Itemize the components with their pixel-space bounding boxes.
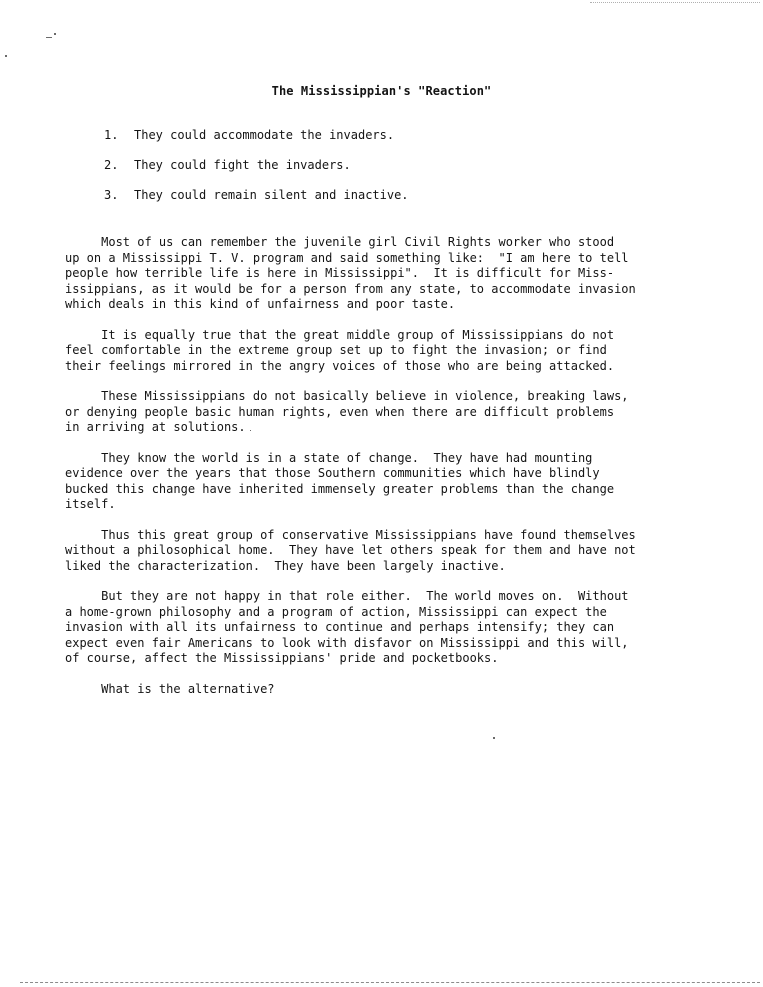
body-text: [65, 235, 677, 712]
paragraph-line: invasion with all its unfairness to continue and perhaps intensify; they can: [65, 620, 615, 634]
paragraph-line: itself.: [65, 497, 116, 511]
paragraph-line: evidence over the years that those Southern communities which have blindly: [65, 466, 600, 480]
reaction-number: 1.: [104, 128, 119, 142]
paragraph-line: But they are not happy in that role either. The world moves on. Without: [65, 589, 629, 603]
scan-speck: [46, 37, 52, 38]
paragraph-line: liked the characterization. They have been largely inactive.: [65, 558, 506, 573]
paragraph-line: These Mississippians do not basically believe in violence, breaking laws,: [65, 389, 629, 403]
reaction-text: They could remain silent and inactive.: [134, 188, 409, 202]
paragraph-line: issippians, as it would be for a person from any state, to accommodate invasion: [65, 281, 636, 296]
paragraph-line: without a philosophical home. They have let others speak for them and have not: [65, 543, 636, 557]
paragraph-line: bucked this change have inherited immensely greater problems than the change: [65, 481, 615, 496]
paragraph-beliefs: [65, 389, 677, 436]
paragraph-line: their feelings mirrored in the angry voices of those who are being attacked.: [65, 358, 615, 373]
paragraph-line: What is the alternative?: [65, 681, 275, 696]
paragraph-line: expect even fair Americans to look with disfavor on Mississippi and this will,: [65, 635, 629, 650]
paragraph-line: a home-grown philosophy and a program of action, Mississippi can expect the: [65, 604, 607, 619]
reaction-item: [104, 188, 409, 218]
scan-speck: [54, 33, 56, 35]
paragraph-line: Most of us can remember the juvenile girl Civil Rights worker who stood: [65, 235, 615, 249]
paragraph-change: [65, 451, 677, 513]
paragraph-line: up on a Mississippi T. V. program and said something like: "I am here to tell: [65, 250, 629, 265]
paragraph-line: which deals in this kind of unfairness and poor taste.: [65, 297, 456, 311]
paragraph-line: or denying people basic human rights, even when there are difficult problems: [65, 404, 615, 419]
document-title: The Mississippian's "Reaction": [271, 84, 492, 98]
reaction-text: They could accommodate the invaders.: [134, 128, 395, 142]
scan-speck: [493, 737, 495, 739]
scan-edge-top: [590, 2, 760, 3]
paragraph-line: They know the world is in a state of change. They have had mounting: [65, 450, 593, 465]
reaction-list: [104, 128, 409, 218]
paragraph-line: people how terrible life is here in Mississippi". It is difficult for Miss-: [65, 266, 615, 280]
scan-edge-bottom: [20, 982, 760, 983]
reaction-text: They could fight the invaders.: [134, 158, 351, 172]
paragraph-accommodate: [65, 235, 677, 313]
paragraph-line: feel comfortable in the extreme group set up to fight the invasion; or find: [65, 343, 607, 357]
reaction-number: 3.: [104, 188, 119, 202]
paragraph-line: of course, affect the Mississippians' pride and pocketbooks.: [65, 651, 499, 665]
paragraph-line: in arriving at solutions.: [65, 420, 246, 434]
paragraph-line: It is equally true that the great middle group of Mississippians do not: [65, 327, 615, 342]
paragraph-line: Thus this great group of conservative Mississippians have found themselves: [65, 527, 636, 542]
paragraph-not-happy: [65, 589, 677, 667]
scan-speck: [5, 55, 7, 57]
paragraph-no-home: [65, 528, 677, 575]
reaction-item: [104, 128, 409, 158]
reaction-number: 2.: [104, 158, 119, 172]
reaction-item: [104, 158, 409, 188]
paragraph-alternative: [65, 682, 677, 698]
paragraph-middle-group: [65, 328, 677, 375]
